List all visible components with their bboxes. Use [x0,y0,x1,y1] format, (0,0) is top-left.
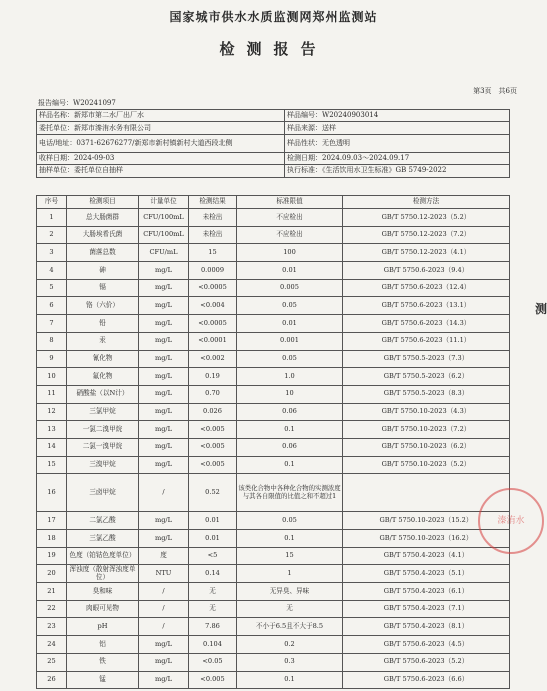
test-item: 肉眼可见物 [67,600,139,618]
test-item: 铝 [67,636,139,654]
row-index: 25 [37,653,67,671]
sample-number: 样品编号：W20240903014 [285,110,510,122]
row-index: 3 [37,244,67,262]
row-index: 5 [37,279,67,297]
table-row [37,315,510,333]
limit: 0.05 [237,297,343,315]
table-row [37,262,510,280]
receive-date: 收样日期：2024-09-03 [37,152,285,164]
test-item: 氰化物 [67,350,139,368]
col-header: 计量单位 [139,196,189,209]
method: GB/T 5750.4-2023（6.1） [343,583,510,601]
method: GB/T 5750.6-2023（4.5） [343,636,510,654]
row-index: 21 [37,583,67,601]
unit: mg/L [139,530,189,548]
col-header: 检测结果 [189,196,237,209]
result: 0.70 [189,385,237,403]
page-indicator: 第3页 共6页 [473,87,517,95]
row-index: 20 [37,565,67,583]
row-index: 18 [37,530,67,548]
method: GB/T 5750.10-2023（6.2） [343,438,510,456]
limit: 0.005 [237,279,343,297]
unit: mg/L [139,671,189,689]
limit: 10 [237,385,343,403]
test-item: pH [67,618,139,636]
client: 委托单位：新郑市溱洧水务有限公司 [37,122,285,134]
col-header: 标准限值 [237,196,343,209]
test-item: 色度（铂钴色度单位） [67,547,139,565]
test-item: 汞 [67,332,139,350]
method: GB/T 5750.4-2023（4.1） [343,547,510,565]
limit: 不应检出 [237,209,343,227]
table-row [37,368,510,386]
test-item: 二氯乙酸 [67,512,139,530]
limit: 不小于6.5且不大于8.5 [237,618,343,636]
row-index: 8 [37,332,67,350]
limit: 0.2 [237,636,343,654]
unit: / [139,474,189,512]
unit: CFU/100mL [139,209,189,227]
method: GB/T 5750.10-2023（4.3） [343,403,510,421]
method: GB/T 5750.10-2023（7.2） [343,421,510,439]
table-row [37,297,510,315]
sample-name: 样品名称：新郑市第二水厂出厂水 [37,110,285,122]
unit: mg/L [139,456,189,474]
table-row [37,332,510,350]
organization-name: 国家城市供水水质监测网郑州监测站 [169,10,378,24]
result: 0.01 [189,530,237,548]
table-row [37,385,510,403]
limit: 0.06 [237,438,343,456]
limit: 0.05 [237,350,343,368]
sample-source: 样品来源：送样 [285,122,510,134]
method: GB/T 5750.5-2023（6.2） [343,368,510,386]
method: GB/T 5750.6-2023（6.6） [343,671,510,689]
method: GB/T 5750.6-2023（13.1） [343,297,510,315]
table-row [37,421,510,439]
result: <0.005 [189,456,237,474]
method: GB/T 5750.12-2023（4.1） [343,244,510,262]
row-index: 23 [37,618,67,636]
table-row [37,226,510,244]
unit: mg/L [139,653,189,671]
row-index: 6 [37,297,67,315]
unit: / [139,583,189,601]
unit: mg/L [139,332,189,350]
result: <0.05 [189,653,237,671]
table-row [37,512,510,530]
test-item: 铅 [67,315,139,333]
limit: 100 [237,244,343,262]
standard: 执行标准：《生活饮用水卫生标准》GB 5749-2022 [285,165,510,177]
table-row [37,209,510,227]
unit: CFU/mL [139,244,189,262]
method: GB/T 5750.12-2023（7.2） [343,226,510,244]
result: 0.14 [189,565,237,583]
test-item: 铁 [67,653,139,671]
result: 未检出 [189,226,237,244]
result: <0.005 [189,671,237,689]
sample-info-table [36,109,510,178]
result: 无 [189,583,237,601]
result: <5 [189,547,237,565]
col-header: 检测项目 [67,196,139,209]
row-index: 16 [37,474,67,512]
limit: 0.05 [237,512,343,530]
method: GB/T 5750.5-2023（7.3） [343,350,510,368]
unit: mg/L [139,512,189,530]
unit: mg/L [139,262,189,280]
table-row [37,530,510,548]
limit: 0.1 [237,671,343,689]
test-item: 三氯甲烷 [67,403,139,421]
test-item: 菌落总数 [67,244,139,262]
edge-seal-fragment: 测 [534,302,547,316]
unit: mg/L [139,315,189,333]
result: 0.52 [189,474,237,512]
result: 15 [189,244,237,262]
test-item: 一氯二溴甲烷 [67,421,139,439]
row-index: 2 [37,226,67,244]
result: <0.0005 [189,279,237,297]
result: 7.86 [189,618,237,636]
limit: 0.01 [237,315,343,333]
result: 0.0009 [189,262,237,280]
table-row [37,403,510,421]
unit: CFU/100mL [139,226,189,244]
unit: mg/L [139,350,189,368]
table-row [37,671,510,689]
unit: mg/L [139,636,189,654]
row-index: 24 [37,636,67,654]
row-index: 15 [37,456,67,474]
contact: 电话/地址：0371-62676277/新郑市新村镇新村大道西段北侧 [37,134,285,152]
method: GB/T 5750.12-2023（5.2） [343,209,510,227]
test-item: 三氯乙酸 [67,530,139,548]
result: <0.005 [189,421,237,439]
row-index: 12 [37,403,67,421]
method: GB/T 5750.10-2023（16.2） [343,530,510,548]
row-index: 1 [37,209,67,227]
row-index: 19 [37,547,67,565]
table-row [37,583,510,601]
row-index: 7 [37,315,67,333]
method: GB/T 5750.6-2023（9.4） [343,262,510,280]
table-row [37,565,510,583]
row-index: 9 [37,350,67,368]
result: <0.0005 [189,315,237,333]
table-row [37,279,510,297]
test-date: 检测日期：2024.09.03～2024.09.17 [285,152,510,164]
unit: mg/L [139,385,189,403]
result: 0.104 [189,636,237,654]
limit: 无 [237,600,343,618]
table-row [37,438,510,456]
limit: 该类化合物中各种化合物的实测浓度与其各自限值的比值之和不超过1 [237,474,343,512]
result: 无 [189,600,237,618]
sample-property: 样品性状：无色透明 [285,134,510,152]
test-item: 镉 [67,279,139,297]
report-title: 检测报告 [219,40,328,58]
table-row [37,547,510,565]
limit: 1.0 [237,368,343,386]
row-index: 26 [37,671,67,689]
row-index: 22 [37,600,67,618]
method: GB/T 5750.6-2023（14.3） [343,315,510,333]
unit: mg/L [139,421,189,439]
result: <0.002 [189,350,237,368]
test-item: 硝酸盐（以N计） [67,385,139,403]
unit: mg/L [139,279,189,297]
table-row [37,244,510,262]
report-number: 报告编号：W20241097 [38,99,116,107]
table-header-row [37,196,510,209]
test-item: 三溴甲烷 [67,456,139,474]
result: 0.01 [189,512,237,530]
result: <0.0001 [189,332,237,350]
method: GB/T 5750.4-2023（8.1） [343,618,510,636]
test-item: 二氯一溴甲烷 [67,438,139,456]
row-index: 14 [37,438,67,456]
limit: 1 [237,565,343,583]
limit: 0.01 [237,262,343,280]
limit: 0.1 [237,456,343,474]
unit: mg/L [139,438,189,456]
result: 0.19 [189,368,237,386]
table-row [37,618,510,636]
sampler: 抽样单位：委托单位自抽样 [37,165,285,177]
result: <0.004 [189,297,237,315]
method: GB/T 5750.6-2023（11.1） [343,332,510,350]
test-item: 三卤甲烷 [67,474,139,512]
method: GB/T 5750.5-2023（8.3） [343,385,510,403]
test-item: 浑浊度（散射浑浊度单位） [67,565,139,583]
method: GB/T 5750.10-2023（15.2） [343,512,510,530]
table-row [37,456,510,474]
red-seal-stamp: 溱洧水 [478,488,544,554]
limit: 不应检出 [237,226,343,244]
limit: 15 [237,547,343,565]
method: GB/T 5750.10-2023（5.2） [343,456,510,474]
row-index: 10 [37,368,67,386]
unit: mg/L [139,368,189,386]
test-item: 总大肠菌群 [67,209,139,227]
method: GB/T 5750.6-2023（12.4） [343,279,510,297]
method: GB/T 5750.4-2023（7.1） [343,600,510,618]
unit: NTU [139,565,189,583]
test-item: 氟化物 [67,368,139,386]
method: GB/T 5750.6-2023（5.2） [343,653,510,671]
result: 未检出 [189,209,237,227]
limit: 0.06 [237,403,343,421]
col-header: 序号 [37,196,67,209]
row-index: 11 [37,385,67,403]
limit: 0.3 [237,653,343,671]
unit: mg/L [139,403,189,421]
limit: 0.1 [237,530,343,548]
col-header: 检测方法 [343,196,510,209]
test-item: 铬（六价） [67,297,139,315]
result: 0.026 [189,403,237,421]
test-item: 臭和味 [67,583,139,601]
unit: 度 [139,547,189,565]
unit: / [139,600,189,618]
test-item: 锰 [67,671,139,689]
limit: 0.1 [237,421,343,439]
table-row [37,600,510,618]
table-row [37,350,510,368]
table-row [37,636,510,654]
unit: / [139,618,189,636]
row-index: 17 [37,512,67,530]
test-item: 砷 [67,262,139,280]
table-row [37,653,510,671]
results-table [36,195,510,689]
method: GB/T 5750.4-2023（5.1） [343,565,510,583]
row-index: 4 [37,262,67,280]
test-item: 大肠埃希氏菌 [67,226,139,244]
result: <0.005 [189,438,237,456]
limit: 0.001 [237,332,343,350]
row-index: 13 [37,421,67,439]
unit: mg/L [139,297,189,315]
table-row [37,474,510,512]
limit: 无异臭、异味 [237,583,343,601]
